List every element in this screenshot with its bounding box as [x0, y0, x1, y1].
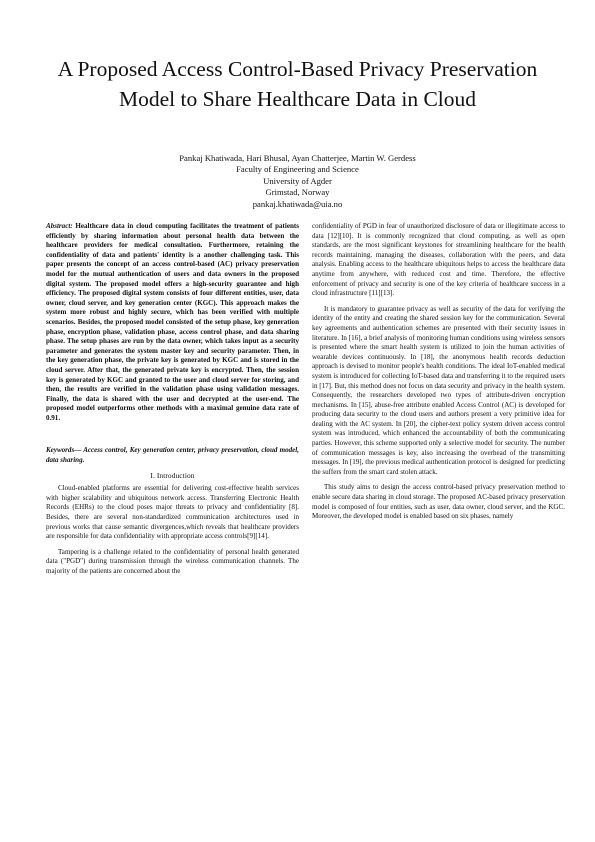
abstract-label: Abstract:	[46, 222, 73, 230]
paragraph: It is mandatory to guarantee privacy as well as security of the data for verifying the identity of the entity and creating the shared session key for the communication. Several key agreements and authentication schemes are presented with their security issues in literature. In [16], a brief analysis of monitoring human conditions using wireless sensors is presented where the smart health system is utilized to join the human activities of wearable devices continuously. In [18], the anonymous health records deduction approach is devised to monitor people's health conditions. The ideal IoT-enabled medical system is introduced for collecting IoT-based data and transferring it to the required users in [17]. But, this method does not focus on data security and privacy in the health system. Consequently, the researchers developed two types of attribute-driven encryption mechanisms. In [15], abuse-free attribute enabled Access Control (AC) is developed for producing data security to the cloud users and authors present a very primitive idea for dealing with the AC system. In [20], the cipher-text policy system driven access control system was introduced, which enhanced the accountability of both the communicating parties. However, this scheme supported only a selective model for security. The number of communication messages is key, also increasing the overhead of the transmitting messages. In [19], the previous medical authentication protocol is designed for predicting the suffers from the smart card stolen attack.	[312, 304, 565, 476]
section-heading-introduction: I. Introduction	[150, 470, 195, 480]
affiliation: Faculty of Engineering and Science	[236, 164, 359, 175]
paragraph: Tampering is a challenge related to the confidentiality of personal health generated data ("PGD") during transmission through the wireless communication channels. The majority of the patients are concerned about the	[46, 547, 299, 575]
left-column	[46, 222, 299, 583]
author-names: Pankaj Khatiwada, Hari Bhusal, Ayan Chatterjee, Martin W. Gerdess	[179, 153, 416, 163]
paper-title: A Proposed Access Control-Based Privacy Preservation Model to Share Healthcare Data in Cloud	[57, 57, 538, 111]
right-column	[312, 222, 565, 528]
university: University of Agder	[263, 175, 332, 186]
location: Grimstad, Norway	[265, 187, 330, 198]
paragraph: Cloud-enabled platforms are essential for delivering cost-effective health services with higher scalability and ubiquitous network access. Transferring Electronic Health Records (EHRs) to the cloud poses major threats to privacy and confidentiality [8]. Besides, there are several non-standardized communication architectures used in previous works that cause semantic divergences,which reveals that healthcare providers are responsible for data confidentiality with appropriate access controls[9][14].	[46, 484, 299, 541]
paragraph: This study aims to design the access control-based privacy preservation method to enable secure data sharing in cloud storage. The proposed AC-based privacy preservation model is composed of four entities, such as user, data owner, cloud server, and the KGC. Moreover, the developed model is enabled based on six phases, namely	[312, 483, 565, 521]
email: pankaj.khatiwada@uia.no	[252, 198, 343, 209]
paragraph: confidentiality of PGD in fear of unauthorized disclosure of data or illegitimate access to data [12][10]. It is commonly recognized that cloud computing, as well as open standards, are the most significant keystones for streamlining healthcare for the health records maintaining, managing the diseases, collaboration with the peers, and data analysis. Enabling access to the healthcare ubiquitous helps to access the healthcare data anytime from anywhere, with reduced cost and time. Therefore, the effective enforcement of privacy and security is one of the key criteria of healthcare success in a cloud infrastructure [11][13].	[312, 222, 565, 298]
abstract-text: Healthcare data in cloud computing facilitates the treatment of patients efficiently by sharing information about personal health data between the healthcare providers for medical consultation. Furthermore, retaining the confidentiality of data and patients' identity is a another challenging task. This paper presents the concept of an access control-based (AC) privacy preservation model for the mutual authentication of users and data owners in the proposed digital system. The proposed model offers a high-security guarantee and high efficiency. The proposed digital system consists of four different entities, user, data owner, cloud server, and key generation center (KGC). This approach makes the system more robust and highly secure, which has been verified with multiple scenarios. Besides, the proposed model consisted of the setup phase, key generation phase, encryption phase, validation phase, access control phase, and data sharing phase. The setup phases are run by the data owner, which takes input as a security parameter and generates the system master key and security parameter. Then, in the key generation phase, the private key is generated by KGC and is stored in the cloud server. After that, the generated private key is encrypted. Then, the session key is generated by KGC and granted to the user and cloud server for storing, and then, the results are verified in the validation phase using validation messages. Finally, the data is shared with the user and decrypted at the user-end. The proposed model outperforms other methods with a maximal genuine data rate of 0.91.	[46, 222, 299, 422]
author-block	[40, 153, 555, 210]
abstract	[46, 222, 299, 423]
keywords: Keywords— Access control, Key generation center, privacy preservation, cloud model, data sharing.	[46, 446, 299, 465]
